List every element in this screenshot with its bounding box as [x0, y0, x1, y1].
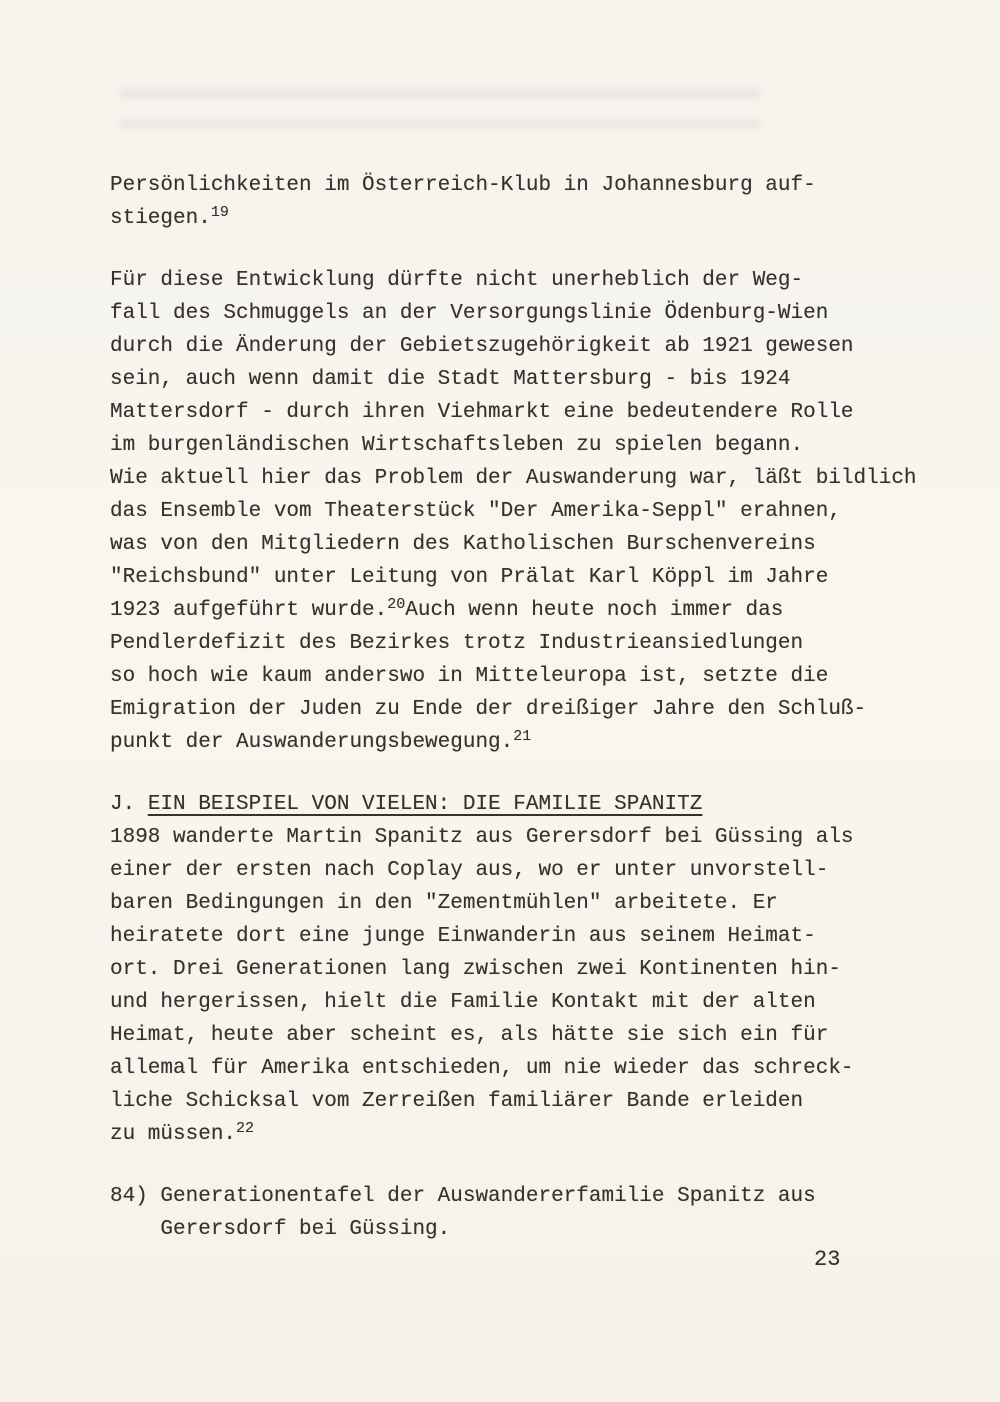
text-run: ort. Drei Generationen lang zwischen zwei Kontinenten hin-: [110, 958, 841, 981]
footnote-marker: 19: [210, 204, 229, 221]
text-line: [110, 528, 955, 561]
text-line: [110, 462, 955, 495]
text-run: Heimat, heute aber scheint es, als hätte sie sich ein für: [110, 1024, 829, 1047]
text-run: Mattersdorf - durch ihren Viehmarkt eine bedeutendere Rolle: [110, 401, 854, 424]
text-run: und hergerissen, hielt die Familie Kontakt mit der alten: [110, 991, 816, 1014]
page-number: 23: [814, 1247, 841, 1272]
paragraph: [110, 821, 955, 1151]
text-run: Emigration der Juden zu Ende der dreißiger Jahre den Schluß-: [110, 698, 867, 721]
text-line: [110, 726, 955, 759]
text-line: [110, 887, 955, 920]
footnote-marker: 22: [236, 1120, 255, 1137]
heading-underlined-text: EIN BEISPIEL VON VIELEN: DIE FAMILIE SPANITZ: [147, 793, 703, 816]
text-run: 1898 wanderte Martin Spanitz aus Gerersdorf bei Güssing als: [110, 826, 854, 849]
text-run: Pendlerdefizit des Bezirkes trotz Industrieansiedlungen: [110, 632, 804, 655]
text-line: [110, 429, 955, 462]
text-line: [110, 1019, 955, 1052]
text-line: [110, 1213, 955, 1246]
text-line: [110, 561, 955, 594]
text-line: [110, 330, 955, 363]
text-line: [110, 953, 955, 986]
text-line: [110, 202, 955, 235]
text-run: zu müssen.: [110, 1123, 237, 1146]
text-line: [110, 594, 955, 627]
text-line: [110, 1118, 955, 1151]
text-run: 1923 aufgeführt wurde.: [110, 599, 388, 622]
list-item: [110, 1180, 955, 1246]
text-run: im burgenländischen Wirtschaftsleben zu spielen begann.: [110, 434, 804, 457]
text-run: liche Schicksal vom Zerreißen familiärer Bande erleiden: [110, 1090, 804, 1113]
text-line: [110, 660, 955, 693]
text-line: [110, 693, 955, 726]
text-run: baren Bedingungen in den "Zementmühlen" arbeitete. Er: [110, 892, 778, 915]
text-run: "Reichsbund" unter Leitung von Prälat Karl Köppl im Jahre: [110, 566, 829, 589]
text-run: fall des Schmuggels an der Versorgungslinie Ödenburg-Wien: [110, 302, 829, 325]
text-run: heiratete dort eine junge Einwanderin aus seinem Heimat-: [110, 925, 816, 948]
text-line: [110, 1052, 955, 1085]
text-run: einer der ersten nach Coplay aus, wo er unter unvorstell-: [110, 859, 829, 882]
heading: [110, 788, 955, 821]
paragraph: [110, 169, 955, 235]
text-line: [110, 821, 955, 854]
text-run: durch die Änderung der Gebietszugehörigkeit ab 1921 gewesen: [110, 335, 854, 358]
document-body: [110, 169, 955, 1246]
text-line: [110, 169, 955, 202]
text-run: Auch wenn heute noch immer das: [405, 599, 784, 622]
text-run: sein, auch wenn damit die Stadt Mattersburg - bis 1924: [110, 368, 791, 391]
footnote-marker: 20: [387, 596, 406, 613]
text-line: [110, 363, 955, 396]
text-run: stiegen.: [110, 207, 211, 230]
text-line: [110, 297, 955, 330]
text-run: Wie aktuell hier das Problem der Auswanderung war, läßt bildlich: [110, 467, 917, 490]
paragraph: [110, 264, 955, 759]
text-run: Für diese Entwicklung dürfte nicht unerheblich der Weg-: [110, 269, 804, 292]
text-line: [110, 264, 955, 297]
text-run: 84) Generationentafel der Auswandererfamilie Spanitz aus: [110, 1185, 816, 1208]
text-run: Persönlichkeiten im Österreich-Klub in Johannesburg auf-: [110, 174, 816, 197]
text-run: Gerersdorf bei Güssing.: [160, 1218, 451, 1241]
text-line: [110, 920, 955, 953]
footnote-marker: 21: [513, 728, 532, 745]
text-run: so hoch wie kaum anderswo in Mitteleuropa ist, setzte die: [110, 665, 829, 688]
text-run: J.: [110, 793, 148, 816]
scan-smudge-artifact: [120, 88, 760, 148]
text-line: [110, 627, 955, 660]
text-line: [110, 788, 955, 821]
text-line: [110, 1180, 955, 1213]
text-run: allemal für Amerika entschieden, um nie wieder das schreck-: [110, 1057, 854, 1080]
text-line: [110, 495, 955, 528]
text-line: [110, 396, 955, 429]
text-run: was von den Mitgliedern des Katholischen Burschenvereins: [110, 533, 816, 556]
text-line: [110, 1085, 955, 1118]
text-run: punkt der Auswanderungsbewegung.: [110, 731, 514, 754]
text-line: [110, 854, 955, 887]
text-line: [110, 986, 955, 1019]
text-run: das Ensemble vom Theaterstück "Der Amerika-Seppl" erahnen,: [110, 500, 841, 523]
